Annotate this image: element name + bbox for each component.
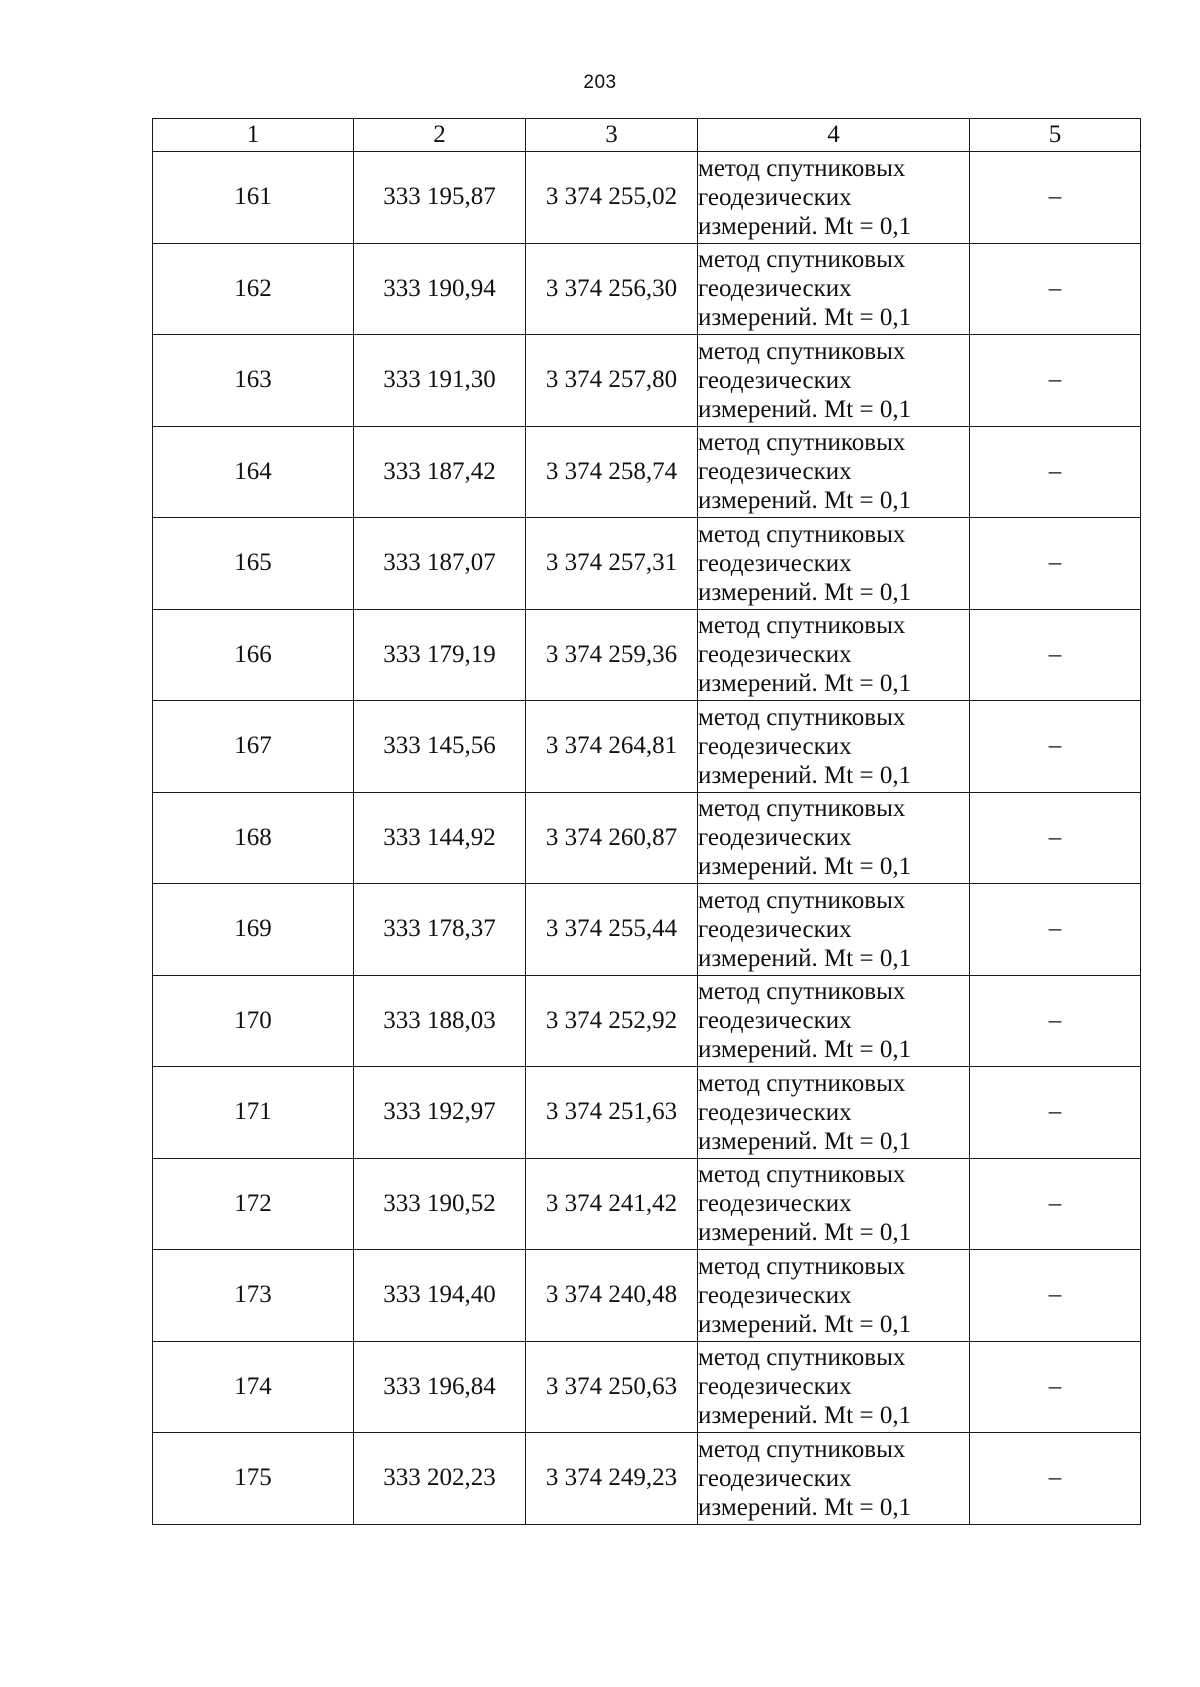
note-cell: – (970, 152, 1141, 244)
y-coordinate-cell: 3 374 241,42 (526, 1158, 698, 1250)
y-coordinate-cell: 3 374 264,81 (526, 701, 698, 793)
x-coordinate-cell: 333 187,42 (354, 426, 526, 518)
note-cell: – (970, 701, 1141, 793)
method-line: метод спутниковых (698, 1161, 906, 1189)
x-coordinate-cell: 333 192,97 (354, 1067, 526, 1159)
x-coordinate-cell: 333 194,40 (354, 1250, 526, 1342)
y-coordinate-cell: 3 374 260,87 (526, 792, 698, 884)
method-line: измерений. Mt = 0,1 (698, 487, 912, 515)
method-cell (698, 1158, 970, 1250)
method-line: метод спутниковых (698, 612, 906, 640)
method-line: метод спутниковых (698, 1435, 906, 1463)
y-coordinate-cell: 3 374 255,02 (526, 152, 698, 244)
table-row (153, 701, 1141, 793)
point-number-cell: 169 (153, 884, 354, 976)
x-coordinate-cell: 333 190,94 (354, 243, 526, 335)
method-line: геодезических (698, 824, 852, 852)
method-line: геодезических (698, 732, 852, 760)
x-coordinate-cell: 333 145,56 (354, 701, 526, 793)
point-number-cell: 170 (153, 975, 354, 1067)
method-cell (698, 518, 970, 610)
method-line: геодезических (698, 641, 852, 669)
method-line: геодезических (698, 458, 852, 486)
note-cell: – (970, 1250, 1141, 1342)
table-row (153, 884, 1141, 976)
method-line: геодезических (698, 1007, 852, 1035)
x-coordinate-cell: 333 195,87 (354, 152, 526, 244)
point-number-cell: 166 (153, 609, 354, 701)
method-cell (698, 1341, 970, 1433)
point-number-cell: 168 (153, 792, 354, 884)
method-cell (698, 426, 970, 518)
note-cell: – (970, 792, 1141, 884)
method-line: измерений. Mt = 0,1 (698, 670, 912, 698)
table-row (153, 426, 1141, 518)
y-coordinate-cell: 3 374 257,31 (526, 518, 698, 610)
method-line: геодезических (698, 1464, 852, 1492)
header-col-5: 5 (970, 119, 1141, 152)
coordinates-table (152, 118, 1141, 1525)
x-coordinate-cell: 333 178,37 (354, 884, 526, 976)
note-cell: – (970, 609, 1141, 701)
method-line: измерений. Mt = 0,1 (698, 761, 912, 789)
x-coordinate-cell: 333 190,52 (354, 1158, 526, 1250)
table-row (153, 152, 1141, 244)
table-row (153, 1250, 1141, 1342)
method-line: метод спутниковых (698, 154, 906, 182)
method-line: измерений. Mt = 0,1 (698, 1036, 912, 1064)
table-header (153, 119, 1141, 152)
method-line: метод спутниковых (698, 1252, 906, 1280)
table-row (153, 1341, 1141, 1433)
y-coordinate-cell: 3 374 255,44 (526, 884, 698, 976)
method-line: геодезических (698, 275, 852, 303)
method-line: измерений. Mt = 0,1 (698, 1402, 912, 1430)
y-coordinate-cell: 3 374 251,63 (526, 1067, 698, 1159)
y-coordinate-cell: 3 374 256,30 (526, 243, 698, 335)
table-row (153, 243, 1141, 335)
header-col-1: 1 (153, 119, 354, 152)
header-row (153, 119, 1141, 152)
method-cell (698, 609, 970, 701)
method-cell (698, 1433, 970, 1525)
x-coordinate-cell: 333 144,92 (354, 792, 526, 884)
method-line: измерений. Mt = 0,1 (698, 1219, 912, 1247)
method-line: геодезических (698, 1281, 852, 1309)
method-line: метод спутниковых (698, 520, 906, 548)
method-line: измерений. Mt = 0,1 (698, 1127, 912, 1155)
method-line: метод спутниковых (698, 978, 906, 1006)
point-number-cell: 161 (153, 152, 354, 244)
point-number-cell: 164 (153, 426, 354, 518)
method-line: измерений. Mt = 0,1 (698, 1493, 912, 1521)
y-coordinate-cell: 3 374 250,63 (526, 1341, 698, 1433)
method-line: метод спутниковых (698, 337, 906, 365)
method-line: геодезических (698, 1190, 852, 1218)
table-row (153, 335, 1141, 427)
method-cell (698, 701, 970, 793)
note-cell: – (970, 1067, 1141, 1159)
method-line: измерений. Mt = 0,1 (698, 578, 912, 606)
point-number-cell: 174 (153, 1341, 354, 1433)
table-row (153, 609, 1141, 701)
note-cell: – (970, 1341, 1141, 1433)
y-coordinate-cell: 3 374 258,74 (526, 426, 698, 518)
note-cell: – (970, 884, 1141, 976)
method-line: метод спутниковых (698, 703, 906, 731)
y-coordinate-cell: 3 374 249,23 (526, 1433, 698, 1525)
method-cell (698, 975, 970, 1067)
y-coordinate-cell: 3 374 240,48 (526, 1250, 698, 1342)
note-cell: – (970, 1433, 1141, 1525)
method-cell (698, 792, 970, 884)
table-row (153, 792, 1141, 884)
table-row (153, 1433, 1141, 1525)
header-col-4: 4 (698, 119, 970, 152)
note-cell: – (970, 335, 1141, 427)
y-coordinate-cell: 3 374 257,80 (526, 335, 698, 427)
method-cell (698, 884, 970, 976)
x-coordinate-cell: 333 179,19 (354, 609, 526, 701)
method-line: метод спутниковых (698, 1344, 906, 1372)
table-row (153, 1158, 1141, 1250)
method-cell (698, 1067, 970, 1159)
method-line: геодезических (698, 549, 852, 577)
note-cell: – (970, 1158, 1141, 1250)
table-row (153, 518, 1141, 610)
x-coordinate-cell: 333 191,30 (354, 335, 526, 427)
method-cell (698, 335, 970, 427)
method-line: геодезических (698, 1373, 852, 1401)
method-cell (698, 243, 970, 335)
method-line: измерений. Mt = 0,1 (698, 304, 912, 332)
note-cell: – (970, 426, 1141, 518)
method-line: метод спутниковых (698, 795, 906, 823)
point-number-cell: 171 (153, 1067, 354, 1159)
method-line: метод спутниковых (698, 429, 906, 457)
point-number-cell: 167 (153, 701, 354, 793)
note-cell: – (970, 243, 1141, 335)
y-coordinate-cell: 3 374 252,92 (526, 975, 698, 1067)
method-line: измерений. Mt = 0,1 (698, 944, 912, 972)
x-coordinate-cell: 333 196,84 (354, 1341, 526, 1433)
note-cell: – (970, 518, 1141, 610)
x-coordinate-cell: 333 187,07 (354, 518, 526, 610)
x-coordinate-cell: 333 188,03 (354, 975, 526, 1067)
point-number-cell: 172 (153, 1158, 354, 1250)
method-line: метод спутниковых (698, 1069, 906, 1097)
table-row (153, 1067, 1141, 1159)
method-cell (698, 1250, 970, 1342)
point-number-cell: 162 (153, 243, 354, 335)
method-line: метод спутниковых (698, 246, 906, 274)
method-cell (698, 152, 970, 244)
table-row (153, 975, 1141, 1067)
point-number-cell: 165 (153, 518, 354, 610)
method-line: геодезических (698, 1098, 852, 1126)
method-line: геодезических (698, 366, 852, 394)
point-number-cell: 163 (153, 335, 354, 427)
header-col-3: 3 (526, 119, 698, 152)
point-number-cell: 173 (153, 1250, 354, 1342)
method-line: метод спутниковых (698, 886, 906, 914)
page-number: 203 (583, 72, 617, 93)
method-line: измерений. Mt = 0,1 (698, 395, 912, 423)
point-number-cell: 175 (153, 1433, 354, 1525)
y-coordinate-cell: 3 374 259,36 (526, 609, 698, 701)
method-line: измерений. Mt = 0,1 (698, 1310, 912, 1338)
method-line: геодезических (698, 183, 852, 211)
note-cell: – (970, 975, 1141, 1067)
method-line: геодезических (698, 915, 852, 943)
method-line: измерений. Mt = 0,1 (698, 212, 912, 240)
table-body (153, 152, 1141, 1525)
header-col-2: 2 (354, 119, 526, 152)
x-coordinate-cell: 333 202,23 (354, 1433, 526, 1525)
method-line: измерений. Mt = 0,1 (698, 853, 912, 881)
